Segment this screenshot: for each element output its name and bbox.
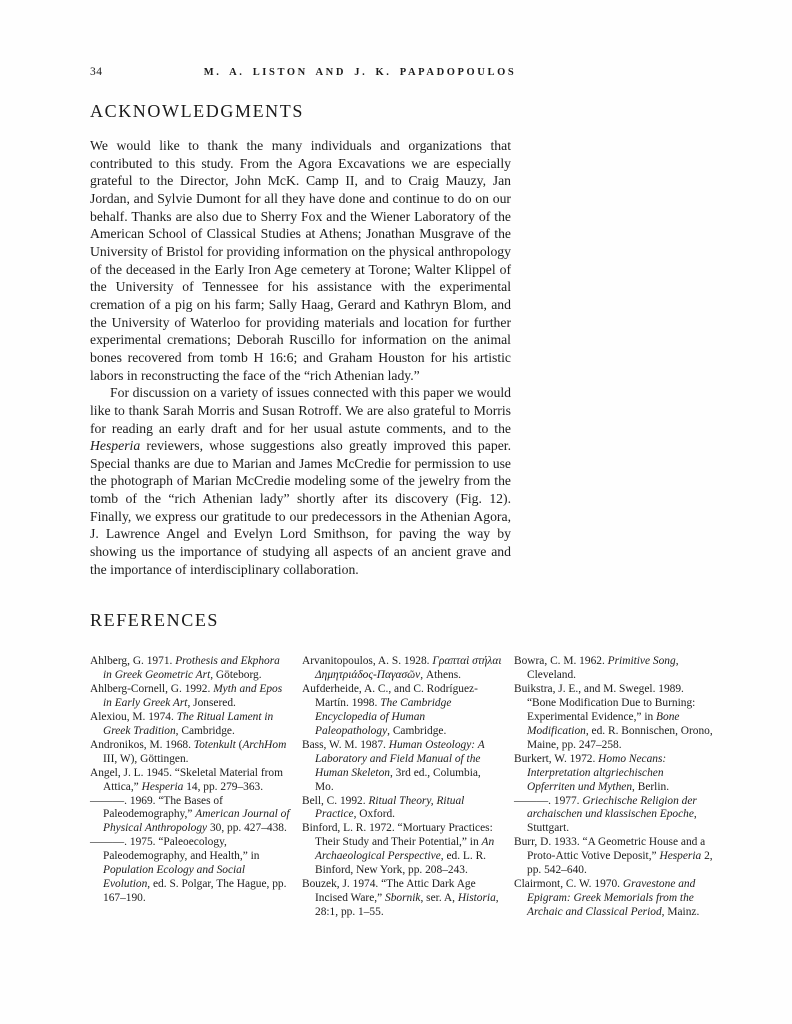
running-head: M. A. LISTON AND J. K. PAPADOPOULOS xyxy=(203,67,517,78)
page-number: 34 xyxy=(90,66,103,78)
references-column-1 xyxy=(90,655,290,920)
acknowledgments-body xyxy=(90,137,511,578)
references-column-2 xyxy=(302,655,502,920)
acknowledgments-paragraph-1: We would like to thank the many individuals and organizations that contributed to this study. From the Agora Excavations we are especially grateful to the Director, John McK. Camp II, and to Craig Mauzy, Jan Jordan, and Sylvie Dumont for all they have done and continue to do on our behalf. Thanks are also due to Sherry Fox and the Wiener Laboratory of the American School of Classical Studies at Athens; Jonathan Musgrave of the University of Bristol for providing information on the physical anthropology of the deceased in the Early Iron Age cemetery at Torone; Walter Klippel of the University of Tennessee for his assistance with the experimental cremation of a pig on his farm; Sally Haag, Gerard and Kathryn Blom, and the University of Waterloo for providing materials and location for further experimental cremations; Deborah Ruscillo for information on the animal bones recovered from tomb H 16:6; and Graham Houston for his artistic labors in reconstructing the face of the “rich Athenian lady.” xyxy=(90,138,511,383)
reference-entry: ———. 1977. Griechische Religion der archaischen und klassischen Epoche, Stuttgart. xyxy=(514,794,697,835)
acknowledgments-paragraph-2: For discussion on a variety of issues connected with this paper we would like to thank Sarah Morris and Susan Rotroff. We are also grateful to Morris for reading an early draft and for her usual astute comments, and to the Hesperia reviewers, whose suggestions also greatly improved this paper. Special thanks are due to Marian and James McCredie for permission to use the photograph of Marian McCredie modeling some of the jewelry from the tomb of the “rich Athenian lady” shortly after its discovery (Fig. 12). Finally, we express our gratitude to our predecessors in the Athenian Agora, J. Lawrence Angel and Evelyn Lord Smithson, for paving the way by showing us the importance of studying all aspects of an ancient grave and the importance of interdisciplinary collaboration. xyxy=(90,385,511,577)
reference-entry: Clairmont, C. W. 1970. Gravestone and Epigram: Greek Memorials from the Archaic and Classical Period, Mainz. xyxy=(514,878,700,919)
references-column-3 xyxy=(514,655,714,920)
reference-entry: Alexiou, M. 1974. The Ritual Lament in Greek Tradition, Cambridge. xyxy=(90,710,274,737)
reference-entry: Bell, C. 1992. Ritual Theory, Ritual Practice, Oxford. xyxy=(302,794,465,821)
reference-entry: Aufderheide, A. C., and C. Rodríguez-Martín. 1998. The Cambridge Encyclopedia of Human Paleopathology, Cambridge. xyxy=(302,682,478,737)
reference-entry: Bowra, C. M. 1962. Primitive Song, Cleveland. xyxy=(514,655,679,681)
reference-entry: Andronikos, M. 1968. Totenkult (ArchHom III, W), Göttingen. xyxy=(90,738,287,765)
reference-entry: Ahlberg, G. 1971. Prothesis and Ekphora in Greek Geometric Art, Göteborg. xyxy=(90,655,280,681)
reference-entry: Burr, D. 1933. “A Geometric House and a Proto-Attic Votive Deposit,” Hesperia 2, pp. 542–640. xyxy=(514,836,713,877)
references-heading: REFERENCES xyxy=(90,610,220,630)
reference-entry: Bouzek, J. 1974. “The Attic Dark Age Incised Ware,” Sbornik, ser. A, Historia, 28:1, pp. 1–55. xyxy=(302,878,499,919)
reference-entry: Buikstra, J. E., and M. Swegel. 1989. “Bone Modification Due to Burning: Experimental Evidence,” in Bone Modification, ed. R. Bonnischen, Orono, Maine, pp. 247–258. xyxy=(514,682,713,751)
acknowledgments-heading: ACKNOWLEDGMENTS xyxy=(90,101,304,121)
reference-entry: Bass, W. M. 1987. Human Osteology: A Laboratory and Field Manual of the Human Skeleton, 3rd ed., Columbia, Mo. xyxy=(302,738,485,793)
reference-entry: ———. 1969. “The Bases of Paleodemography,” American Journal of Physical Anthropology 30, pp. 427–438. xyxy=(90,794,290,835)
reference-entry: Burkert, W. 1972. Homo Necans: Interpretation altgriechischen Opferriten und Mythen, Berlin. xyxy=(514,752,670,793)
references-list xyxy=(90,655,714,920)
reference-entry: ———. 1975. “Paleoecology, Paleodemography, and Health,” in Population Ecology and Social Evolution, ed. S. Polgar, The Hague, pp. 167–190. xyxy=(90,836,287,905)
reference-entry: Ahlberg-Cornell, G. 1992. Myth and Epos in Early Greek Art, Jonsered. xyxy=(90,682,283,709)
reference-entry: Binford, L. R. 1972. “Mortuary Practices: Their Study and Their Potential,” in An Archaeological Perspective, ed. L. R. Binford, New York, pp. 208–243. xyxy=(302,822,495,877)
reference-entry: Angel, J. L. 1945. “Skeletal Material from Attica,” Hesperia 14, pp. 279–363. xyxy=(90,766,283,793)
reference-entry: Arvanitopoulos, A. S. 1928. Γραπταὶ στήλαι Δημητριάδος-Παγασῶν, Athens. xyxy=(302,655,502,681)
